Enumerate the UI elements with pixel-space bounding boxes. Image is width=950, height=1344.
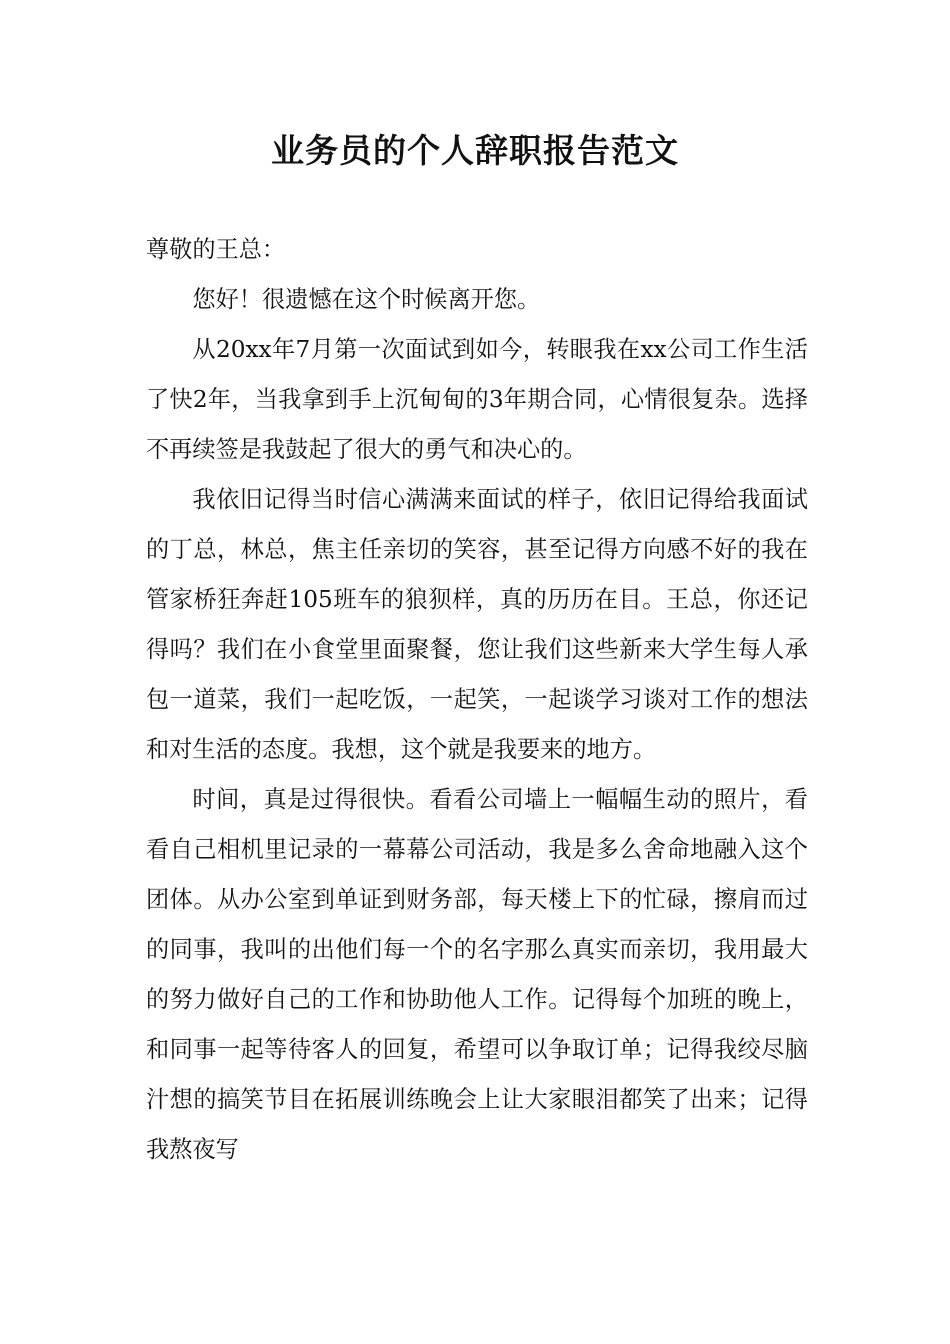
paragraph: 您好！很遗憾在这个时候离开您。 xyxy=(192,286,541,313)
paragraph: 时间，真是过得很快。看看公司墙上一幅幅生动的照片，看看自己相机里记录的一幕幕公司活动，我是多么舍命地融入这个团体。从办公室到单证到财务部，每天楼上下的忙碌，擦肩而过的同事，我叫的出他们每一个的名字那么真实而亲切，我用最大的努力做好自己的工作和协助他人工作。记得每个加班的晚上，和同事一起等待客人的回复，希望可以争取订单；记得我绞尽脑汁想的搞笑节目在拓展训练晚会上让大家眼泪都笑了出来；记得我熬夜写 xyxy=(146,786,808,1163)
salutation: 尊敬的王总： xyxy=(146,236,286,263)
paragraph: 我依旧记得当时信心满满来面试的样子，依旧记得给我面试的丁总，林总，焦主任亲切的笑容，甚至记得方向感不好的我在管家桥狂奔赶105班车的狼狈样，真的历历在目。王总，你还记得吗？我们在小食堂里面聚餐，您让我们这些新来大学生每人承包一道菜，我们一起吃饭，一起笑，一起谈学习谈对工作的想法和对生活的态度。我想，这个就是我要来的地方。 xyxy=(146,486,808,763)
document-body xyxy=(146,225,808,1175)
paragraph: 从20xx年7月第一次面试到如今，转眼我在xx公司工作生活了快2年，当我拿到手上沉甸甸的3年期合同，心情很复杂。选择不再续签是我鼓起了很大的勇气和决心的。 xyxy=(146,336,808,463)
document-title: 业务员的个人辞职报告范文 xyxy=(271,131,679,170)
